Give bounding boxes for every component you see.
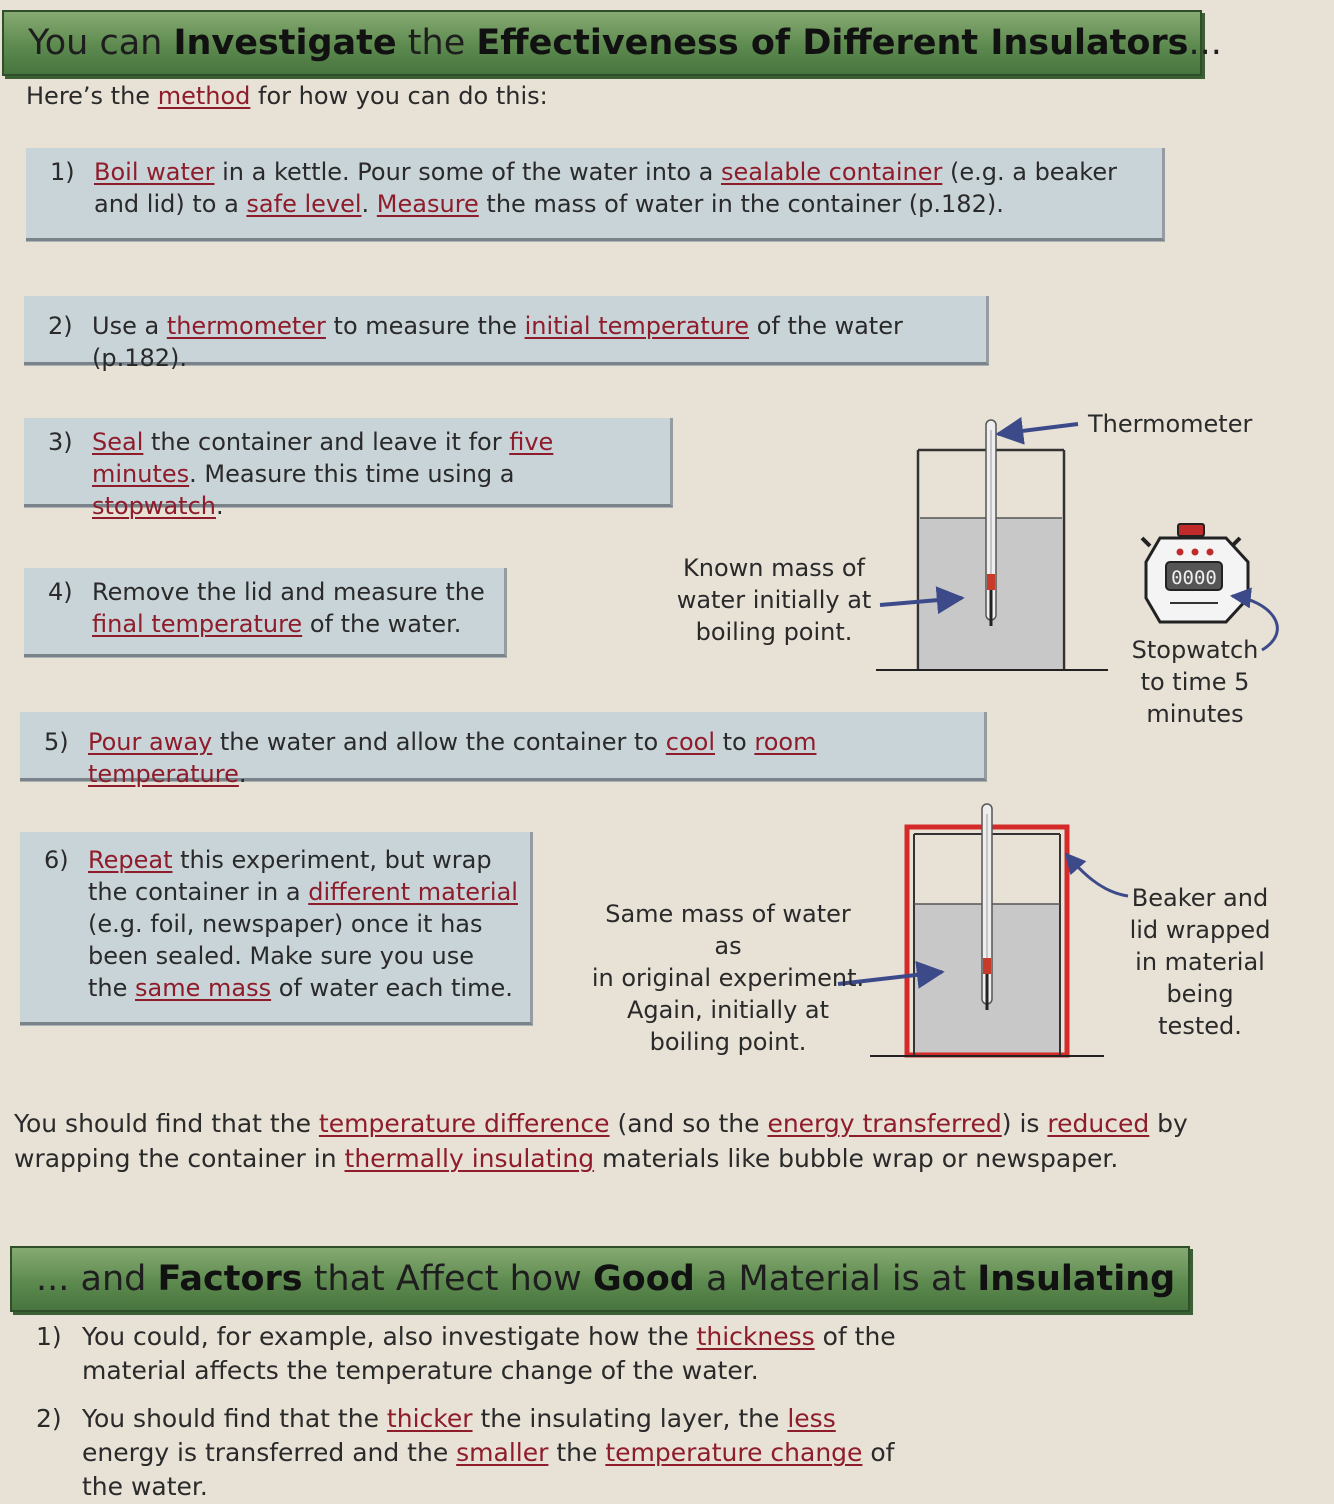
text-run: the mass of water in the container (p.182). — [478, 190, 1004, 218]
label-line: Known mass of — [683, 554, 865, 582]
beaker-diagram-1 — [876, 420, 1108, 670]
beaker-diagram-2 — [838, 804, 1128, 1056]
key-term: cool — [665, 728, 716, 756]
key-term: same mass — [135, 974, 272, 1002]
text-run: of water each time. — [271, 974, 513, 1002]
key-term: temperature change — [605, 1438, 863, 1467]
key-term: smaller — [456, 1438, 549, 1467]
key-term: thicker — [386, 1404, 473, 1433]
step-number: 4) — [48, 578, 73, 606]
key-term: thickness — [696, 1322, 815, 1351]
text-run: You could, for example, also investigate how the — [82, 1322, 697, 1351]
label-line: Beaker and — [1131, 884, 1269, 912]
key-term: thermally insulating — [344, 1144, 595, 1173]
text-run: You can — [28, 23, 174, 63]
text-run: the — [548, 1438, 606, 1467]
text-run: You should find that the — [82, 1404, 387, 1433]
text-run: of the water (p.182). — [92, 312, 903, 372]
text-run: ) is — [1001, 1109, 1048, 1138]
label-line: minutes — [1146, 700, 1244, 728]
key-term: five minutes — [92, 428, 554, 488]
section-header-factors — [10, 1246, 1190, 1312]
key-term: initial temperature — [524, 312, 750, 340]
key-term: final temperature — [92, 610, 303, 638]
text-run: of the water. — [82, 1438, 895, 1501]
key-term: Seal — [92, 428, 144, 456]
label-line: lid wrapped — [1129, 916, 1271, 944]
text-run: that Affect how — [302, 1259, 593, 1299]
step-number: 3) — [48, 428, 73, 456]
text-run: Here’s the — [26, 82, 158, 110]
factor-text — [82, 1320, 902, 1388]
label-line: being tested. — [1158, 980, 1242, 1040]
step-number: 5) — [44, 728, 69, 756]
key-term: less — [787, 1404, 836, 1433]
text-run: the — [396, 23, 477, 63]
stopwatch-icon — [1142, 524, 1277, 650]
text-run: the insulating layer, the — [472, 1404, 788, 1433]
bold-term: Factors — [157, 1259, 303, 1299]
bold-term: Investigate — [173, 23, 397, 63]
label-line: water initially at — [676, 586, 872, 614]
text-run: this experiment, but wrap the container in a — [88, 846, 492, 906]
water-label-1 — [664, 552, 884, 648]
text-run: in a kettle. Pour some of the water into a — [214, 158, 721, 186]
stopwatch-display: 0000 — [1171, 567, 1217, 589]
water-label-2 — [590, 898, 866, 1058]
key-term: Pour away — [88, 728, 213, 756]
text-run: . — [238, 760, 247, 788]
text-run: to — [715, 728, 755, 756]
text-run: the water and allow the container to — [212, 728, 666, 756]
arrow-icon — [1066, 854, 1128, 896]
key-term: method — [157, 82, 251, 110]
key-term: energy transferred — [767, 1109, 1002, 1138]
bold-term: Effectiveness of Different Insulators — [476, 23, 1189, 63]
wrap-label — [1122, 882, 1278, 1042]
text-run: (and so the — [609, 1109, 768, 1138]
key-term: temperature difference — [318, 1109, 610, 1138]
text-run: of the material affects the temperature change of the water. — [82, 1322, 896, 1385]
text-run: ... and — [36, 1259, 158, 1299]
bold-term: Good — [592, 1259, 695, 1299]
text-run: Remove the lid and measure the — [92, 578, 485, 606]
label-line: in original experiment. — [591, 964, 865, 992]
key-term: room temperature — [88, 728, 817, 788]
arrow-icon — [998, 424, 1078, 434]
text-run: You should find that the — [14, 1109, 319, 1138]
key-term: stopwatch — [92, 492, 216, 520]
label-line: in material — [1135, 948, 1265, 976]
label-line: Stopwatch — [1131, 636, 1259, 664]
bold-term: Insulating — [977, 1259, 1176, 1299]
label-line: boiling point. — [695, 618, 853, 646]
text-run: ... — [1188, 23, 1222, 63]
step-number: 1) — [50, 158, 75, 186]
text-run: . — [215, 492, 224, 520]
label-line: boiling point. — [649, 1028, 807, 1056]
key-term: safe level — [246, 190, 362, 218]
label-line: Same mass of water as — [605, 900, 851, 960]
factor-text — [82, 1402, 902, 1504]
key-term: Boil water — [94, 158, 215, 186]
key-term: Measure — [376, 190, 479, 218]
label-line: to time 5 — [1140, 668, 1250, 696]
conclusion-text — [14, 1106, 1304, 1176]
factor-number: 1) — [36, 1322, 62, 1351]
key-term: Repeat — [88, 846, 173, 874]
text-run: (e.g. foil, newspaper) once it has been sealed. Make sure you use the — [88, 910, 483, 1002]
label-line: Again, initially at — [626, 996, 830, 1024]
key-term: reduced — [1047, 1109, 1150, 1138]
text-run: Use a — [92, 312, 167, 340]
step-number: 6) — [44, 846, 69, 874]
text-run: to measure the — [325, 312, 525, 340]
text-run: (e.g. a beaker and lid) to a — [94, 158, 1117, 218]
key-term: thermometer — [166, 312, 326, 340]
text-run: materials like bubble wrap or newspaper. — [594, 1144, 1119, 1173]
text-run: of the water. — [302, 610, 462, 638]
text-run: . Measure this time using a — [189, 460, 515, 488]
text-run: by wrapping the container in — [14, 1109, 1188, 1173]
thermometer-label: Thermometer — [1088, 410, 1253, 438]
section-header-title — [12, 1259, 1175, 1299]
text-run: . — [361, 190, 377, 218]
factor-number: 2) — [36, 1404, 62, 1433]
key-term: different material — [308, 878, 518, 906]
step-number: 2) — [48, 312, 73, 340]
text-run: energy is transferred and the — [82, 1438, 457, 1467]
text-run: for how you can do this: — [250, 82, 548, 110]
stopwatch-label — [1124, 634, 1266, 730]
text-run: the container and leave it for — [143, 428, 510, 456]
key-term: sealable container — [720, 158, 943, 186]
text-run: a Material is at — [694, 1259, 978, 1299]
